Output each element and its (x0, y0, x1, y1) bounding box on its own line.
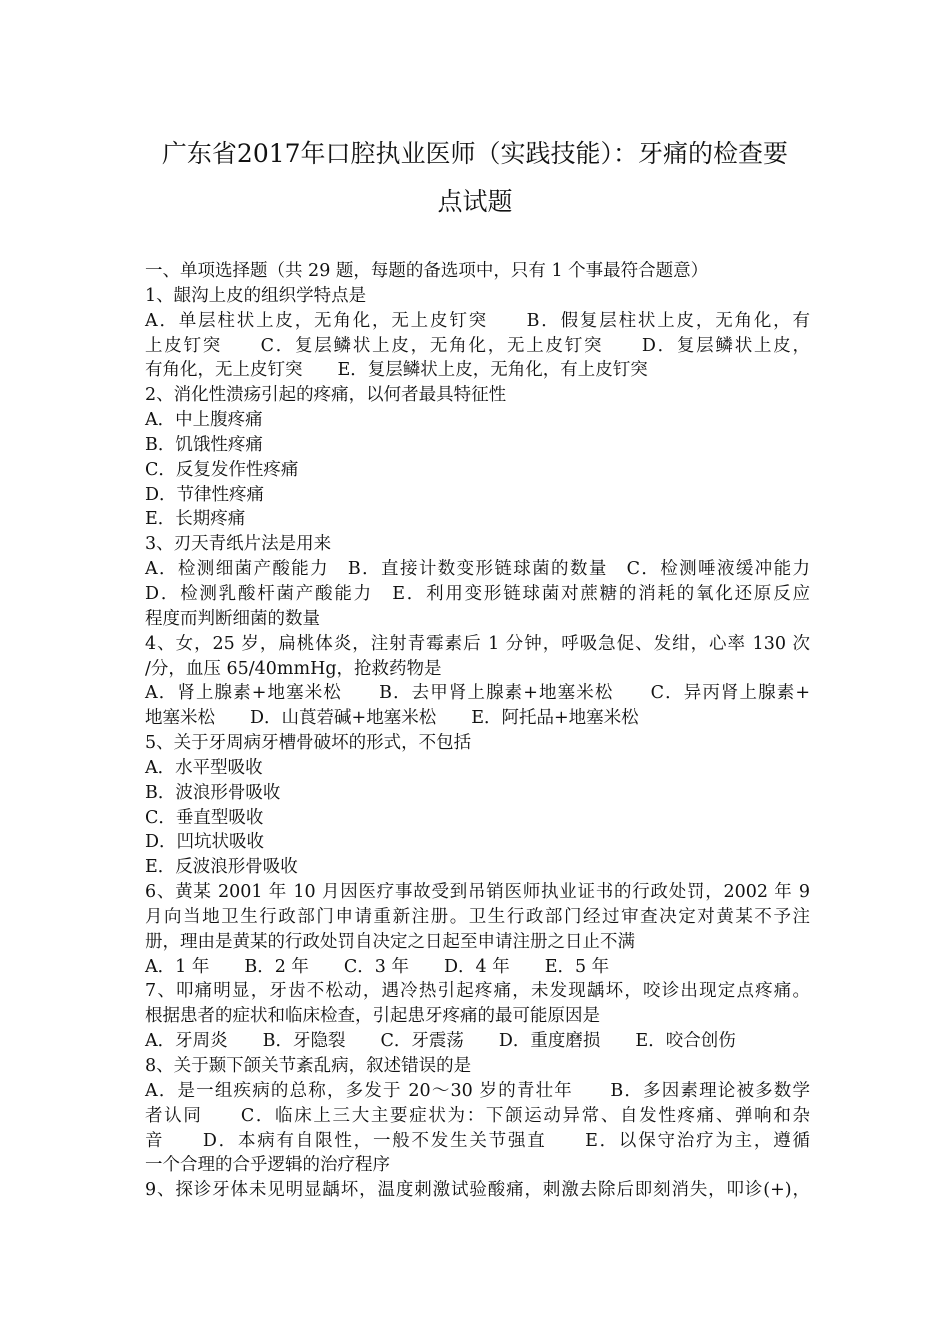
text-line: 根据患者的症状和临床检查，引起患牙疼痛的最可能原因是 (145, 1006, 600, 1027)
text-line: 7、叩痛明显，牙齿不松动，遇冷热引起疼痛，未发现龋坏，咬诊出现定点疼痛。 (145, 981, 810, 1002)
text-line: 地塞米松 D．山莨菪碱+地塞米松 E．阿托品+地塞米松 (145, 708, 639, 729)
text-line: A．肾上腺素+地塞米松 B．去甲肾上腺素+地塞米松 C．异丙肾上腺素+ (145, 683, 810, 704)
text-line: D．节律性疼痛 (145, 484, 265, 505)
text-line: B．波浪形骨吸收 (145, 782, 281, 803)
text-line: /分，血压 65/40mmHg，抢救药物是 (145, 658, 442, 679)
text-line: A．1 年 B．2 年 C．3 年 D．4 年 E．5 年 (145, 956, 610, 977)
text-line: B．饥饿性疼痛 (145, 434, 263, 455)
document-title-line-1: 广东省2017年口腔执业医师（实践技能）：牙痛的检查要 (161, 139, 789, 168)
text-line: A．水平型吸收 (145, 757, 263, 778)
text-line: 5、关于牙周病牙槽骨破坏的形式，不包括 (145, 733, 472, 754)
text-line: E．反波浪形骨吸收 (145, 857, 298, 878)
text-line: 6、黄某 2001 年 10 月因医疗事故受到吊销医师执业证书的行政处罚，2002 年 9 (145, 882, 810, 903)
text-line: 2、消化性溃疡引起的疼痛，以何者最具特征性 (145, 385, 507, 406)
text-line: 上皮钉突 C．复层鳞状上皮，无角化，无上皮钉突 D．复层鳞状上皮， (145, 335, 810, 356)
text-line: 月向当地卫生行政部门申请重新注册。卫生行政部门经过审查决定对黄某不予注 (145, 906, 810, 927)
text-line: 有角化，无上皮钉突 E．复层鳞状上皮，无角化，有上皮钉突 (145, 360, 648, 381)
text-line: A．是一组疾病的总称，多发于 20～30 岁的青壮年 B．多因素理论被多数学 (145, 1080, 810, 1101)
document-body (145, 259, 810, 1203)
text-line: 册，理由是黄某的行政处罚自决定之日起至申请注册之日止不满 (145, 931, 635, 952)
text-line: 一个合理的合乎逻辑的治疗程序 (145, 1155, 390, 1176)
text-line: A．单层柱状上皮，无角化，无上皮钉突 B．假复层柱状上皮，无角化，有 (145, 310, 810, 331)
text-line: D．检测乳酸杆菌产酸能力 E．利用变形链球菌对蔗糖的消耗的氧化还原反应 (145, 583, 810, 604)
text-line: 者认同 C．临床上三大主要症状为：下颌运动异常、自发性疼痛、弹响和杂 (145, 1105, 810, 1126)
text-line: C．垂直型吸收 (145, 807, 264, 828)
text-line: A．检测细菌产酸能力 B．直接计数变形链球菌的数量 C．检测唾液缓冲能力 (145, 559, 810, 580)
text-line: 3、刃天青纸片法是用来 (145, 534, 332, 555)
document-title-line-2: 点试题 (437, 187, 513, 216)
text-line: 9、探诊牙体未见明显龋坏，温度刺激试验酸痛，刺激去除后即刻消失，叩诊(+)， (145, 1180, 810, 1201)
text-line: A．中上腹疼痛 (145, 410, 263, 431)
text-line: A．牙周炎 B．牙隐裂 C．牙震荡 D．重度磨损 E．咬合创伤 (145, 1031, 736, 1052)
text-line: 4、女，25 岁，扁桃体炎，注射青霉素后 1 分钟，呼吸急促、发绀，心率 130 次 (145, 633, 810, 654)
text-line: 音 D．本病有自限性，一般不发生关节强直 E．以保守治疗为主，遵循 (145, 1130, 810, 1151)
text-line: D．凹坑状吸收 (145, 832, 265, 853)
text-line: E．长期疼痛 (145, 509, 246, 530)
text-line: 程度而判断细菌的数量 (145, 608, 320, 629)
text-line: 1、龈沟上皮的组织学特点是 (145, 285, 367, 306)
text-line: 一、单项选择题（共 29 题，每题的备选项中，只有 1 个事最符合题意） (145, 261, 709, 281)
text-line: 8、关于颞下颌关节紊乱病，叙述错误的是 (145, 1056, 472, 1076)
text-line: C．反复发作性疼痛 (145, 459, 299, 480)
